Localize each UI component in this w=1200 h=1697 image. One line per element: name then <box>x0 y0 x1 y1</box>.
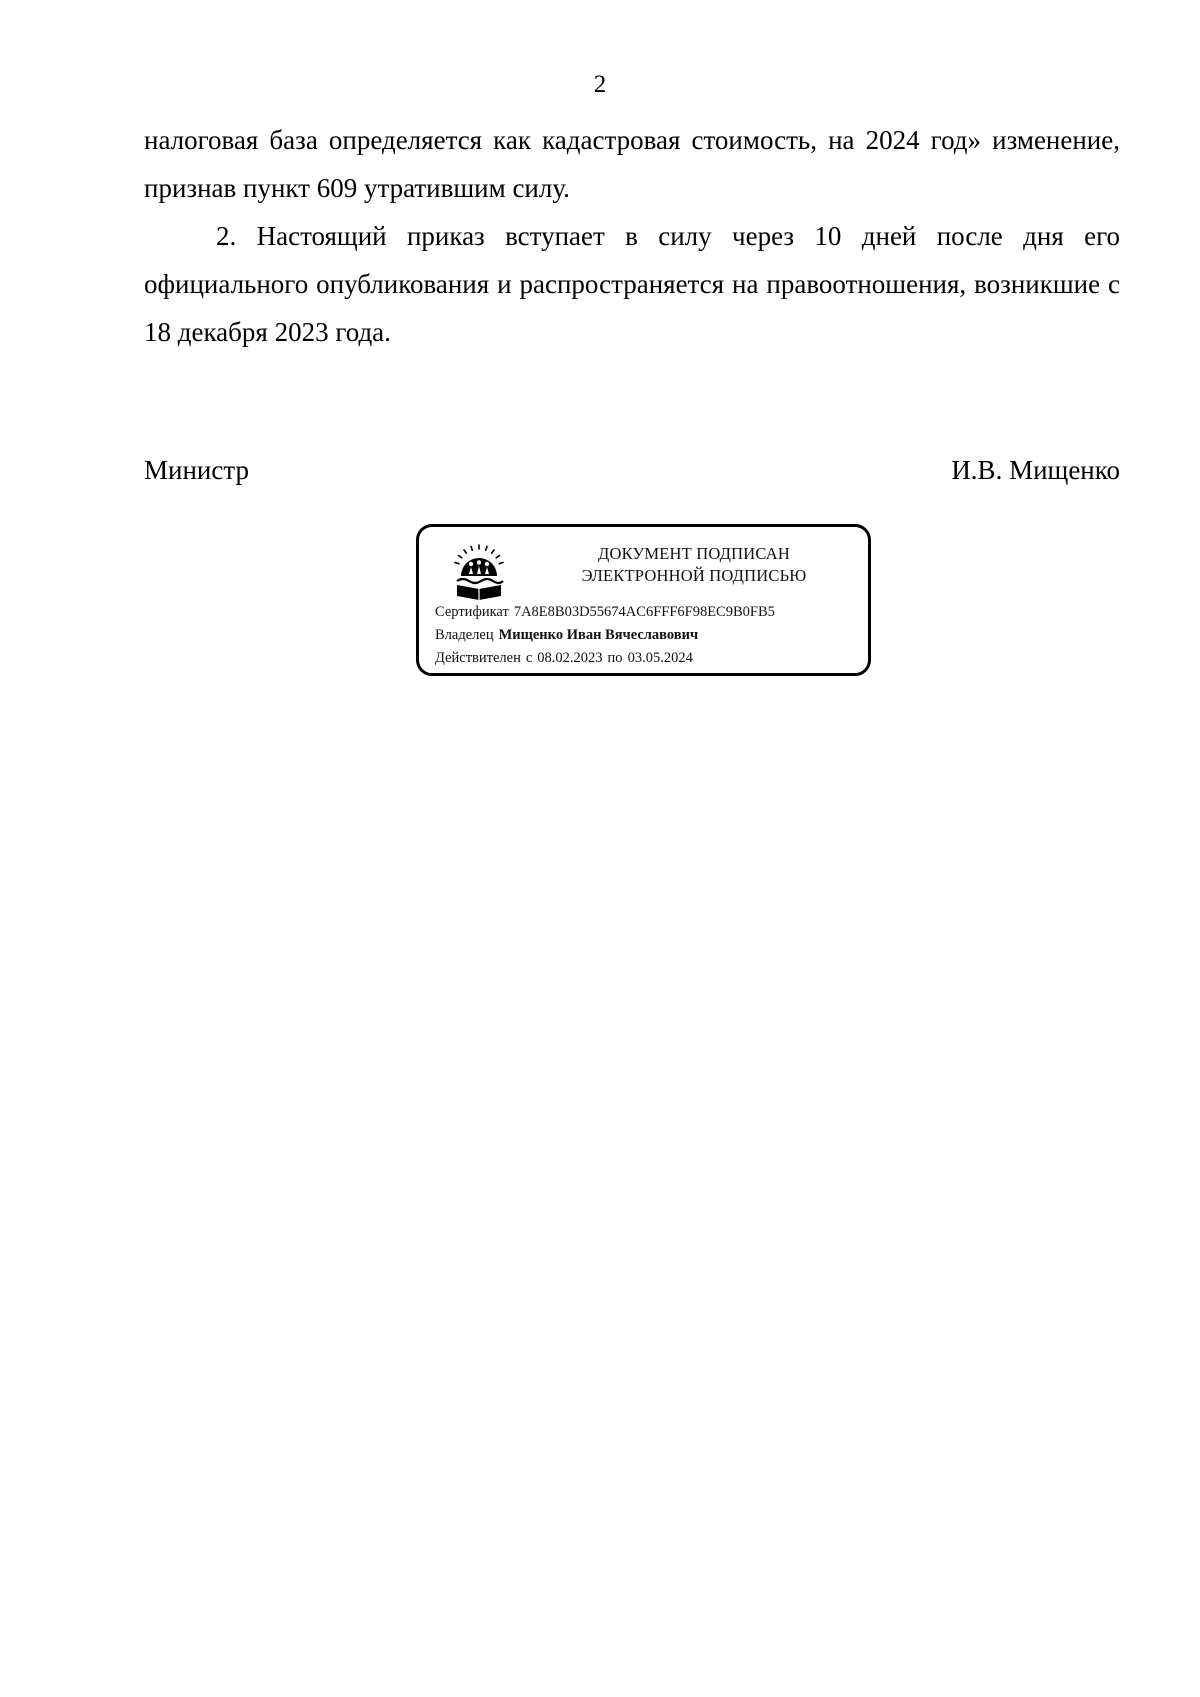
electronic-signature-stamp <box>416 524 871 676</box>
signer-name: И.В. Мищенко <box>951 455 1120 485</box>
paragraph-item-2: 2. Настоящий приказ вступает в силу через 10 дней после дня его официального опубликования и распространяется на правоотношения, возникшие с 18 декабря 2023 года. <box>144 221 1120 347</box>
page-number: 2 <box>593 71 607 98</box>
stamp-title-line-2: ЭЛЕКТРОННОЙ ПОДПИСЬЮ <box>581 566 807 585</box>
certificate-row <box>435 603 775 621</box>
owner-row <box>435 626 698 644</box>
document-body <box>144 116 1120 356</box>
valid-to-label: по <box>607 650 623 666</box>
paragraph-continuation: налоговая база определяется как кадастровая стоимость, на 2024 год» изменение, признав пункт 609 утратившим силу. <box>144 125 1120 203</box>
valid-from-label: с <box>525 650 533 666</box>
signature-block <box>144 448 1120 492</box>
validity-row <box>435 649 693 667</box>
valid-label: Действителен <box>435 650 521 666</box>
stamp-title <box>529 543 859 587</box>
signer-position: Министр <box>144 455 249 485</box>
valid-from-date: 08.02.2023 <box>537 650 603 666</box>
certificate-value: 7A8E8B03D55674AC6FFF6F98EC9B0FB5 <box>513 604 775 620</box>
certificate-label: Сертификат <box>435 604 509 620</box>
emblem-icon <box>449 543 509 601</box>
valid-to-date: 03.05.2024 <box>627 650 693 666</box>
owner-label: Владелец <box>435 627 494 643</box>
stamp-title-line-1: ДОКУМЕНТ ПОДПИСАН <box>598 544 790 563</box>
owner-value: Мищенко Иван Вячеславович <box>498 627 699 643</box>
